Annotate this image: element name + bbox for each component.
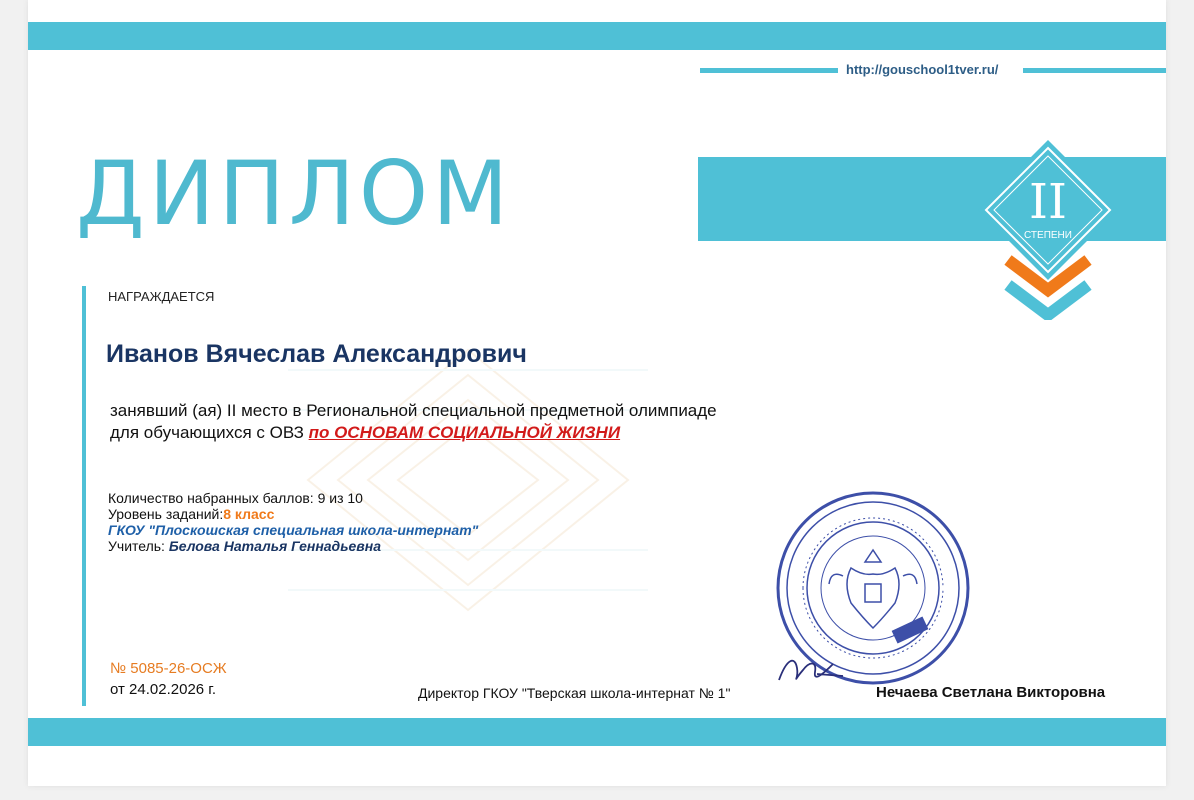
description-prefix: для обучающихся с ОВЗ: [110, 423, 309, 442]
recipient-name: Иванов Вячеслав Александрович: [106, 340, 527, 368]
achievement-description: [110, 400, 830, 444]
info-block: [108, 490, 478, 554]
school-url[interactable]: http://gouschool1tver.ru/: [846, 62, 999, 77]
score-line: Количество набранных баллов: 9 из 10: [108, 490, 363, 506]
director-name: Нечаева Светлана Викторовна: [876, 684, 1106, 701]
description-line-1: занявший (ая) II место в Региональной специальной предметной олимпиаде: [110, 401, 717, 420]
awarded-label: НАГРАЖДАЕТСЯ: [108, 289, 215, 304]
top-band: [28, 22, 1166, 50]
teacher-label: Учитель:: [108, 538, 169, 554]
background-pattern-icon: [288, 330, 648, 630]
degree-badge-icon: [978, 140, 1118, 320]
diploma-page: [28, 0, 1166, 786]
signature-icon: [773, 650, 853, 690]
bottom-band: [28, 718, 1166, 746]
left-accent-bar: [82, 286, 86, 706]
url-line-left: [700, 68, 838, 73]
description-line-2: [110, 422, 830, 444]
director-title: Директор ГКОУ "Тверская школа-интернат № 1": [418, 685, 731, 701]
level-label: Уровень заданий:: [108, 506, 224, 522]
level-value: 8 класс: [223, 506, 275, 522]
document-date: от 24.02.2026 г.: [110, 681, 217, 698]
school-name: ГКОУ "Плоскошская специальная школа-интернат": [108, 522, 479, 538]
url-line-right: [1023, 68, 1166, 73]
document-number: № 5085-26-ОСЖ: [110, 660, 227, 677]
teacher-name: Белова Наталья Геннадьевна: [168, 538, 382, 554]
teacher-line: [108, 538, 478, 554]
subject-name: по ОСНОВАМ СОЦИАЛЬНОЙ ЖИЗНИ: [308, 423, 621, 442]
badge-label: СТЕПЕНИ: [1024, 230, 1072, 241]
diploma-title: ДИПЛОМ: [76, 142, 513, 245]
badge-degree: II: [1029, 174, 1067, 230]
level-line: [108, 506, 478, 522]
